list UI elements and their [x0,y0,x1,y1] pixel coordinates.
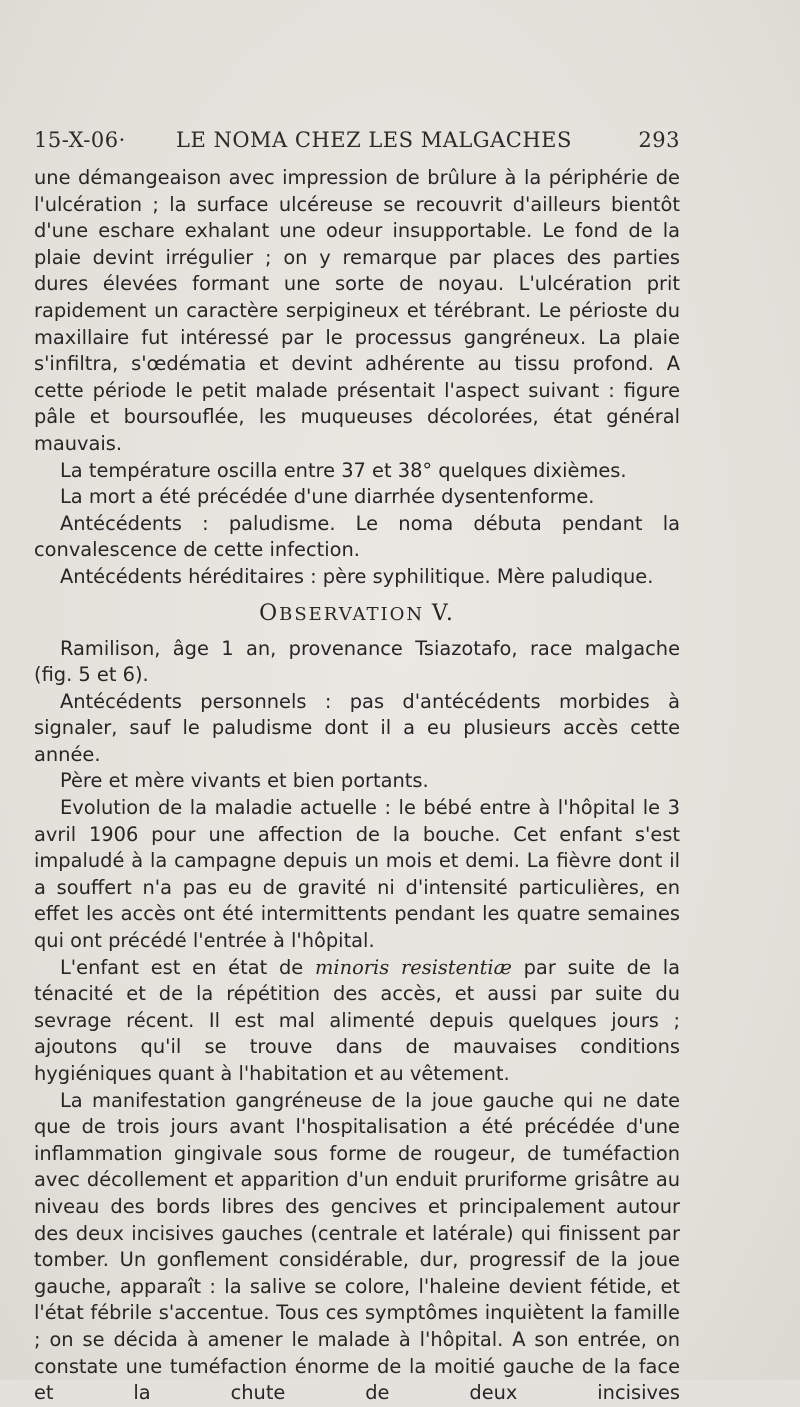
paragraph: La manifestation gangréneuse de la joue gauche qui ne date que de trois jours avant l'hospitalisation a été précédée d'une inflammation gingivale sous forme de rougeur, de tuméfaction avec décollement et apparition d'un enduit pruriforme grisâtre au niveau des bords libres des gencives et principalement autour des deux incisives gauches (centrale et latérale) qui finissent par tomber. Un gonflement considérable, dur, progressif de la joue gauche, apparaît : la salive se colore, l'haleine devient fétide, et l'état fébrile s'accentue. Tous ces symptômes inquiètent la famille ; on se décida à amener le malade à l'hôpital. A son entrée, on constate une tuméfaction énorme de la moitié gauche de la face et la chute de deux incisives [34,1088,680,1405]
paragraph: Antécédents héréditaires : père syphilitique. Mère paludique. [60,564,654,588]
header-title: LE NOMA CHEZ LES MALGACHES [176,128,572,152]
page-number: 293 [638,128,680,152]
paragraph-text: L'enfant est en état de [60,955,304,979]
paragraph-text: par suite de la ténacité et de la répétition des accès, et aussi par suite du sevrage récent. Il est mal alimenté depuis quelques jours ; ajoutons qu'il se trouve dans de mauvaises conditions hygiéniques quant à l'habitation et au vêtement. [34,955,680,1085]
paragraph: une démangeaison avec impression de brûlure à la périphérie de l'ulcération ; la surface ulcéreuse se recouvrit d'ailleurs bientôt d'une eschare exhalant une odeur insupportable. Le fond de la plaie devint irrégulier ; on y remarque par places des parties dures élevées formant une sorte de noyau. L'ulcération prit rapidement un caractère serpigineux et térébrant. Le périoste du maxillaire fut intéressé par le processus gangréneux. La plaie s'infiltra, s'œdématia et devint adhérente au tissu profond. A cette période le petit malade présentait l'aspect suivant : figure pâle et boursouflée, les muqueuses décolorées, état général mauvais. [34,166,680,455]
latin-phrase: minoris resistentiæ [315,955,512,979]
paragraph: Antécédents personnels : pas d'antécédents morbides à signaler, sauf le paludisme dont il a eu plusieurs accès cette année. [34,689,680,766]
section-heading-rest: BSERVATION [279,603,425,625]
header-date: 15-X-06· [34,128,126,152]
section-heading-initial: O [259,600,280,626]
paragraph: Evolution de la maladie actuelle : le bébé entre à l'hôpital le 3 avril 1906 pour une affection de la bouche. Cet enfant s'est impaludé à la campagne depuis un mois et demi. La fièvre dont il a souffert n'a pas eu de gravité ni d'intensité particulières, en effet les accès ont été intermittents pendant les quatre semaines qui ont précédé l'entrée à l'hôpital. [34,796,680,953]
paragraph: Ramilison, âge 1 an, provenance Tsiazotafo, race malgache (fig. 5 et 6). [34,636,680,687]
page-body [34,165,680,1407]
paragraph: Père et mère vivants et bien portants. [60,769,429,793]
paragraph [34,955,680,1088]
section-heading-number: V. [431,600,455,626]
paragraph: La mort a été précédée d'une diarrhée dysentenforme. [60,485,595,509]
paragraph: La température oscilla entre 37 et 38° quelques dixièmes. [60,458,627,482]
running-header [34,128,680,158]
section-heading [34,599,680,630]
paragraph: Antécédents : paludisme. Le noma débuta pendant la convalescence de cette infection. [34,511,680,562]
